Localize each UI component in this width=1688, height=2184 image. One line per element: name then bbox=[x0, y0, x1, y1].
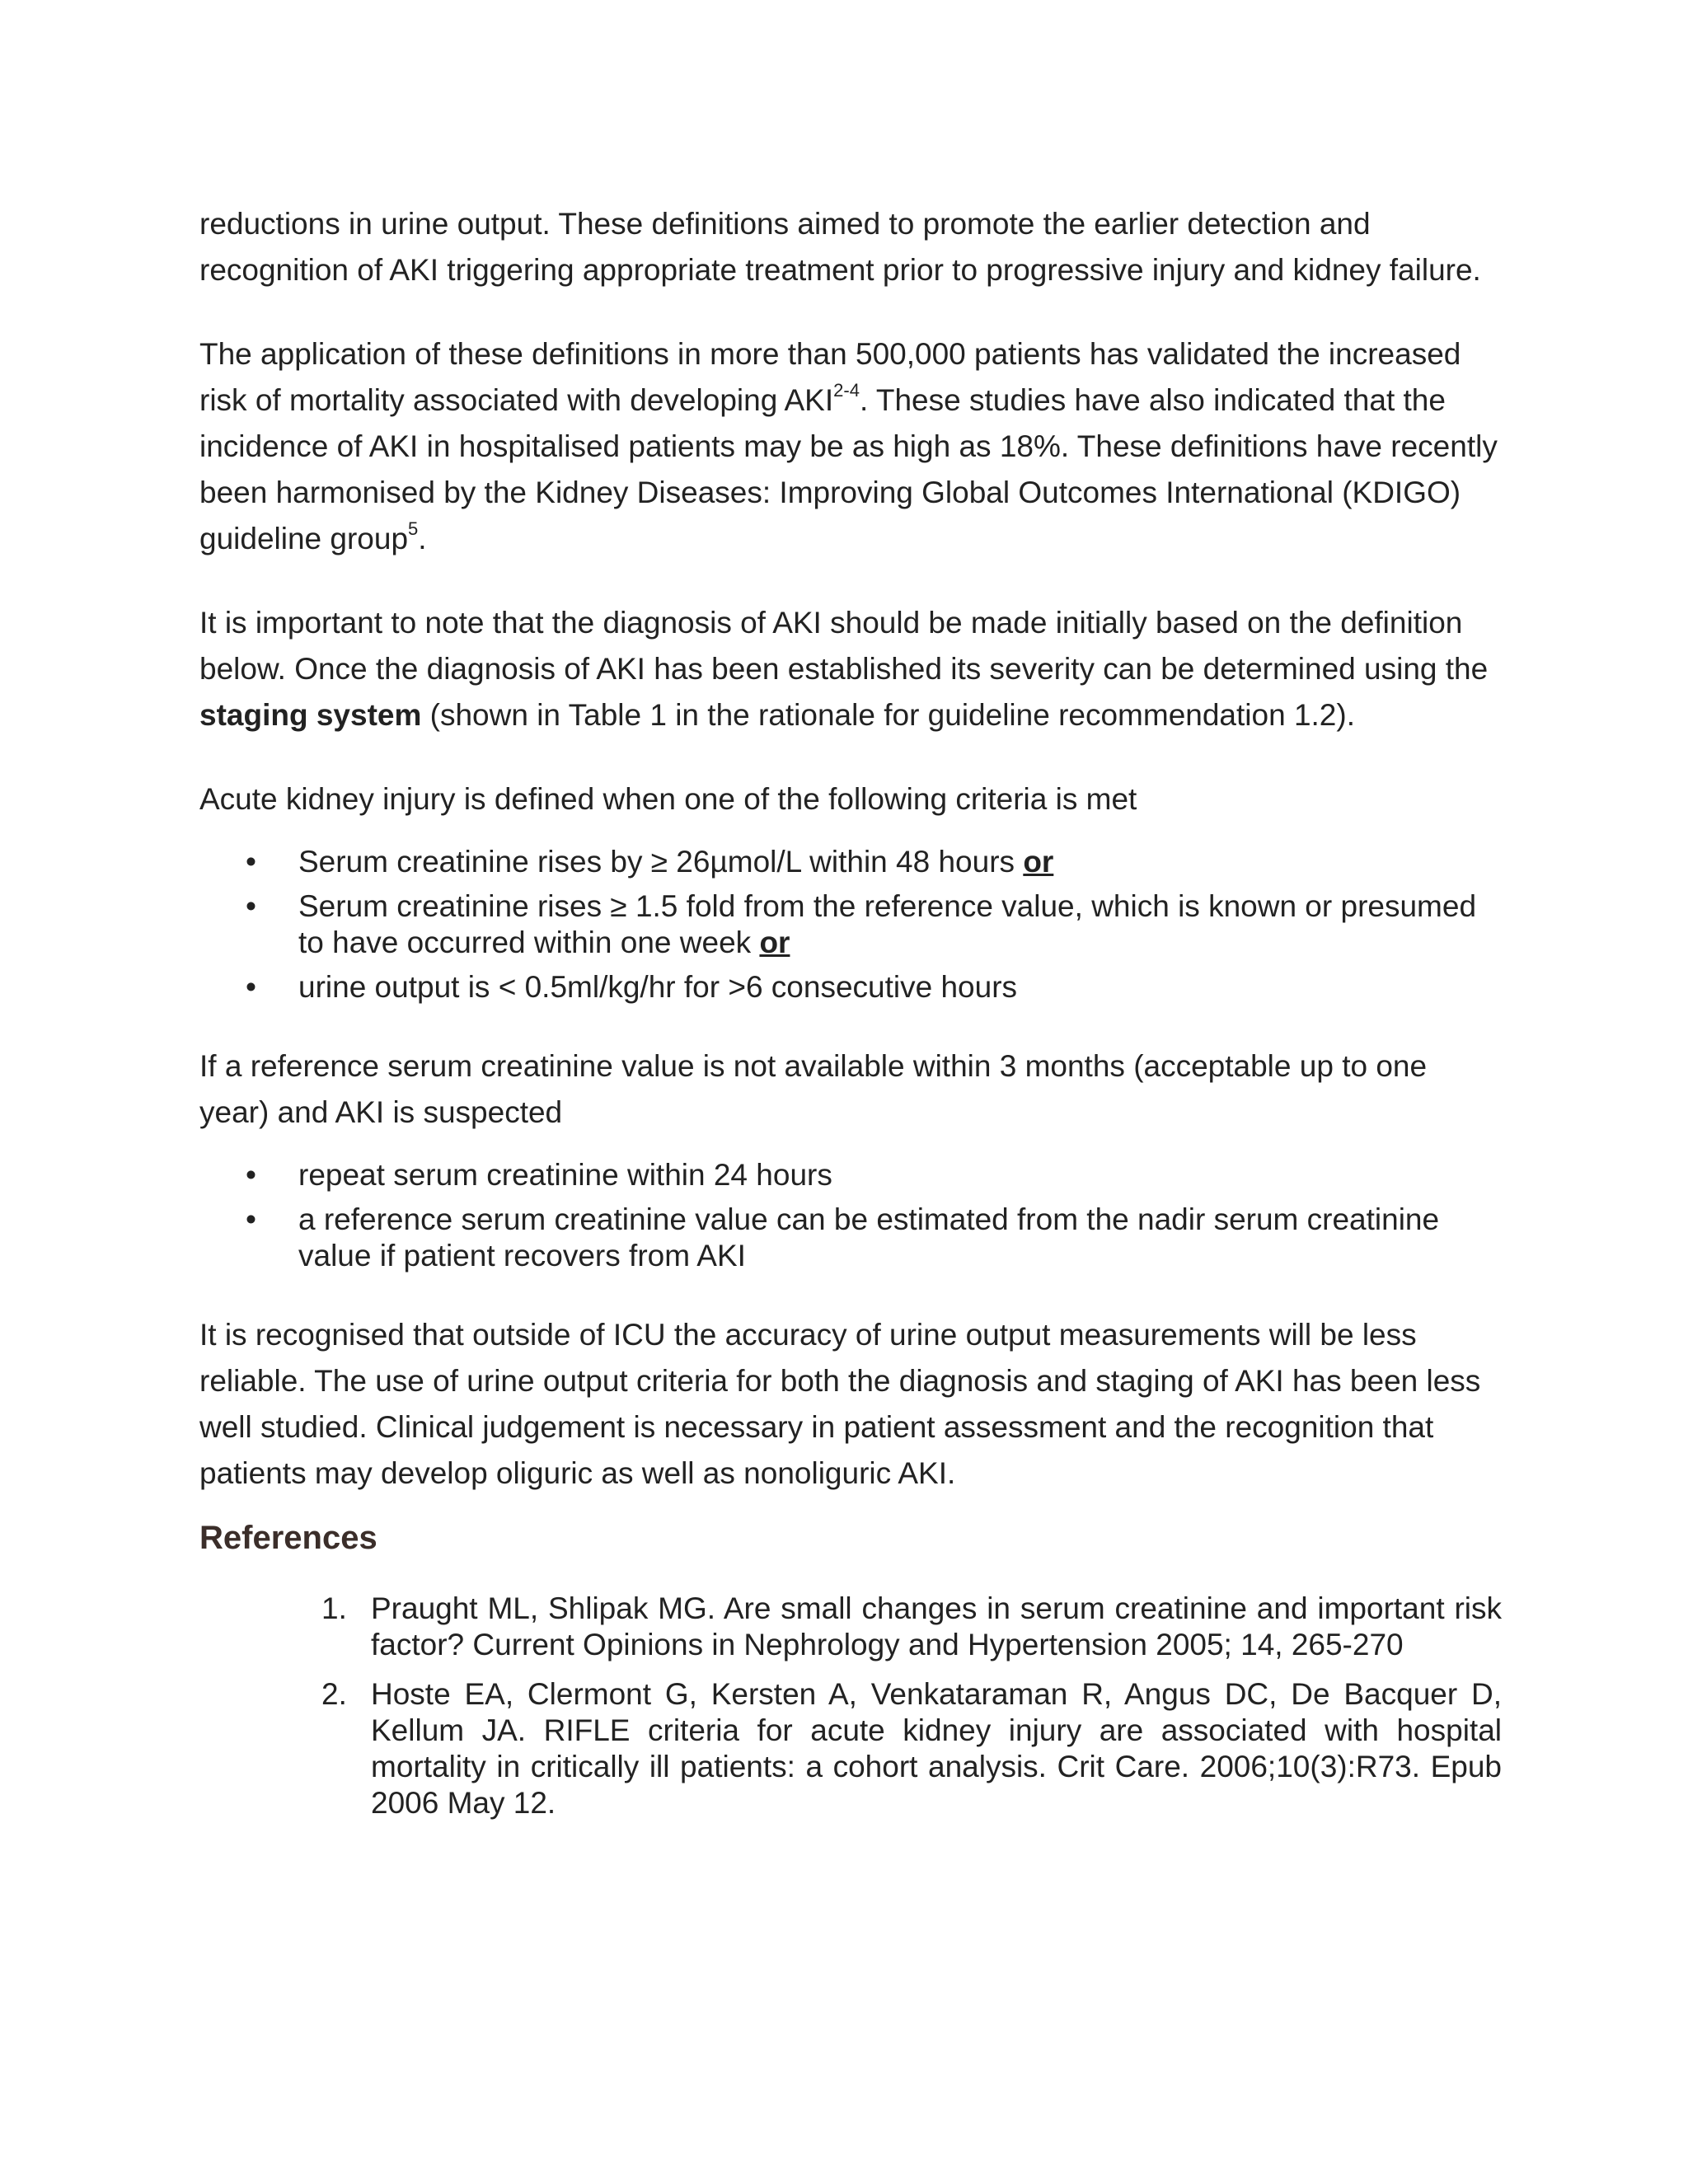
criteria-text: urine output is < 0.5ml/kg/hr for >6 consecutive hours bbox=[298, 970, 1018, 1004]
bullet-glyph: • bbox=[246, 1202, 256, 1236]
references-heading: References bbox=[199, 1520, 377, 1556]
paragraph-diagnosis-note bbox=[199, 600, 1502, 738]
reference-item bbox=[199, 1591, 1502, 1663]
list-item bbox=[199, 969, 1502, 1005]
reference-action-text: a reference serum creatinine value can be estimated from the nadir serum creatinine value if patient recovers from AKI bbox=[298, 1202, 1440, 1272]
reference-number: 2. bbox=[321, 1677, 347, 1711]
list-item bbox=[199, 1202, 1502, 1274]
paragraph-diagnosis-text-b: (shown in Table 1 in the rationale for guideline recommendation 1.2). bbox=[421, 698, 1355, 732]
references-list bbox=[199, 1591, 1502, 1821]
citation-superscript-2-4: 2-4 bbox=[833, 379, 860, 401]
paragraph-reference-value: If a reference serum creatinine value is not available within 3 months (acceptable up to one year) and AKI is suspected bbox=[199, 1049, 1428, 1129]
paragraph-urine-output-reliability: It is recognised that outside of ICU the accuracy of urine output measurements will be less reliable. The use of urine output criteria for both the diagnosis and staging of AKI has been less well studied. Clinical judgement is necessary in patient assessment and the recognition that patients may develop oliguric as well as nonoliguric AKI. bbox=[199, 1318, 1481, 1490]
paragraph-criteria-intro: Acute kidney injury is defined when one of the following criteria is met bbox=[199, 782, 1137, 816]
criteria-text: Serum creatinine rises by ≥ 26µmol/L within 48 hours bbox=[298, 845, 1024, 879]
citation-superscript-5: 5 bbox=[408, 518, 419, 539]
reference-item bbox=[199, 1676, 1502, 1821]
bullet-glyph: • bbox=[246, 889, 256, 923]
bullet-glyph: • bbox=[246, 970, 256, 1004]
reference-actions-list bbox=[199, 1157, 1502, 1274]
bullet-glyph: • bbox=[246, 845, 256, 879]
reference-text: Praught ML, Shlipak MG. Are small changes in serum creatinine and important risk factor? Current Opinions in Nephrology and Hypertension 2005; 14, 265-270 bbox=[371, 1591, 1502, 1661]
criteria-or: or bbox=[759, 926, 790, 959]
paragraph-diagnosis-text-a: It is important to note that the diagnosis of AKI should be made initially based on the definition below. Once the diagnosis of AKI has been established its severity can be determined using the bbox=[199, 606, 1489, 686]
paragraph-validation-text-a: The application of these definitions in more than 500,000 patients has validated the increased risk of mortality associated with developing AKI bbox=[199, 337, 1461, 417]
reference-number: 1. bbox=[321, 1591, 347, 1625]
criteria-text: Serum creatinine rises ≥ 1.5 fold from the reference value, which is known or presumed to have occurred within one week bbox=[298, 889, 1477, 959]
list-item bbox=[199, 844, 1502, 880]
bullet-glyph: • bbox=[246, 1158, 256, 1192]
list-item bbox=[199, 888, 1502, 961]
list-item bbox=[199, 1157, 1502, 1193]
staging-system-bold: staging system bbox=[199, 698, 422, 732]
paragraph-urine-output-definitions: reductions in urine output. These definitions aimed to promote the earlier detection and recognition of AKI triggering appropriate treatment prior to progressive injury and kidney failure. bbox=[199, 207, 1481, 287]
paragraph-validation-text-c: . bbox=[418, 522, 427, 555]
paragraph-validation bbox=[199, 331, 1502, 562]
criteria-or: or bbox=[1023, 845, 1054, 879]
document-body bbox=[199, 201, 1502, 1835]
reference-text: Hoste EA, Clermont G, Kersten A, Venkataraman R, Angus DC, De Bacquer D, Kellum JA. RIFLE criteria for acute kidney injury are associated with hospital mortality in critically ill patients: a cohort analysis. Crit Care. 2006;10(3):R73. Epub 2006 May 12. bbox=[371, 1677, 1502, 1820]
reference-action-text: repeat serum creatinine within 24 hours bbox=[298, 1158, 832, 1192]
criteria-list bbox=[199, 844, 1502, 1005]
paragraph-validation-text-b: . These studies have also indicated that the incidence of AKI in hospitalised patients may be as high as 18%. These definitions have recently been harmonised by the Kidney Diseases: Improving Global Outcomes International (KDIGO) guideline group bbox=[199, 383, 1498, 555]
